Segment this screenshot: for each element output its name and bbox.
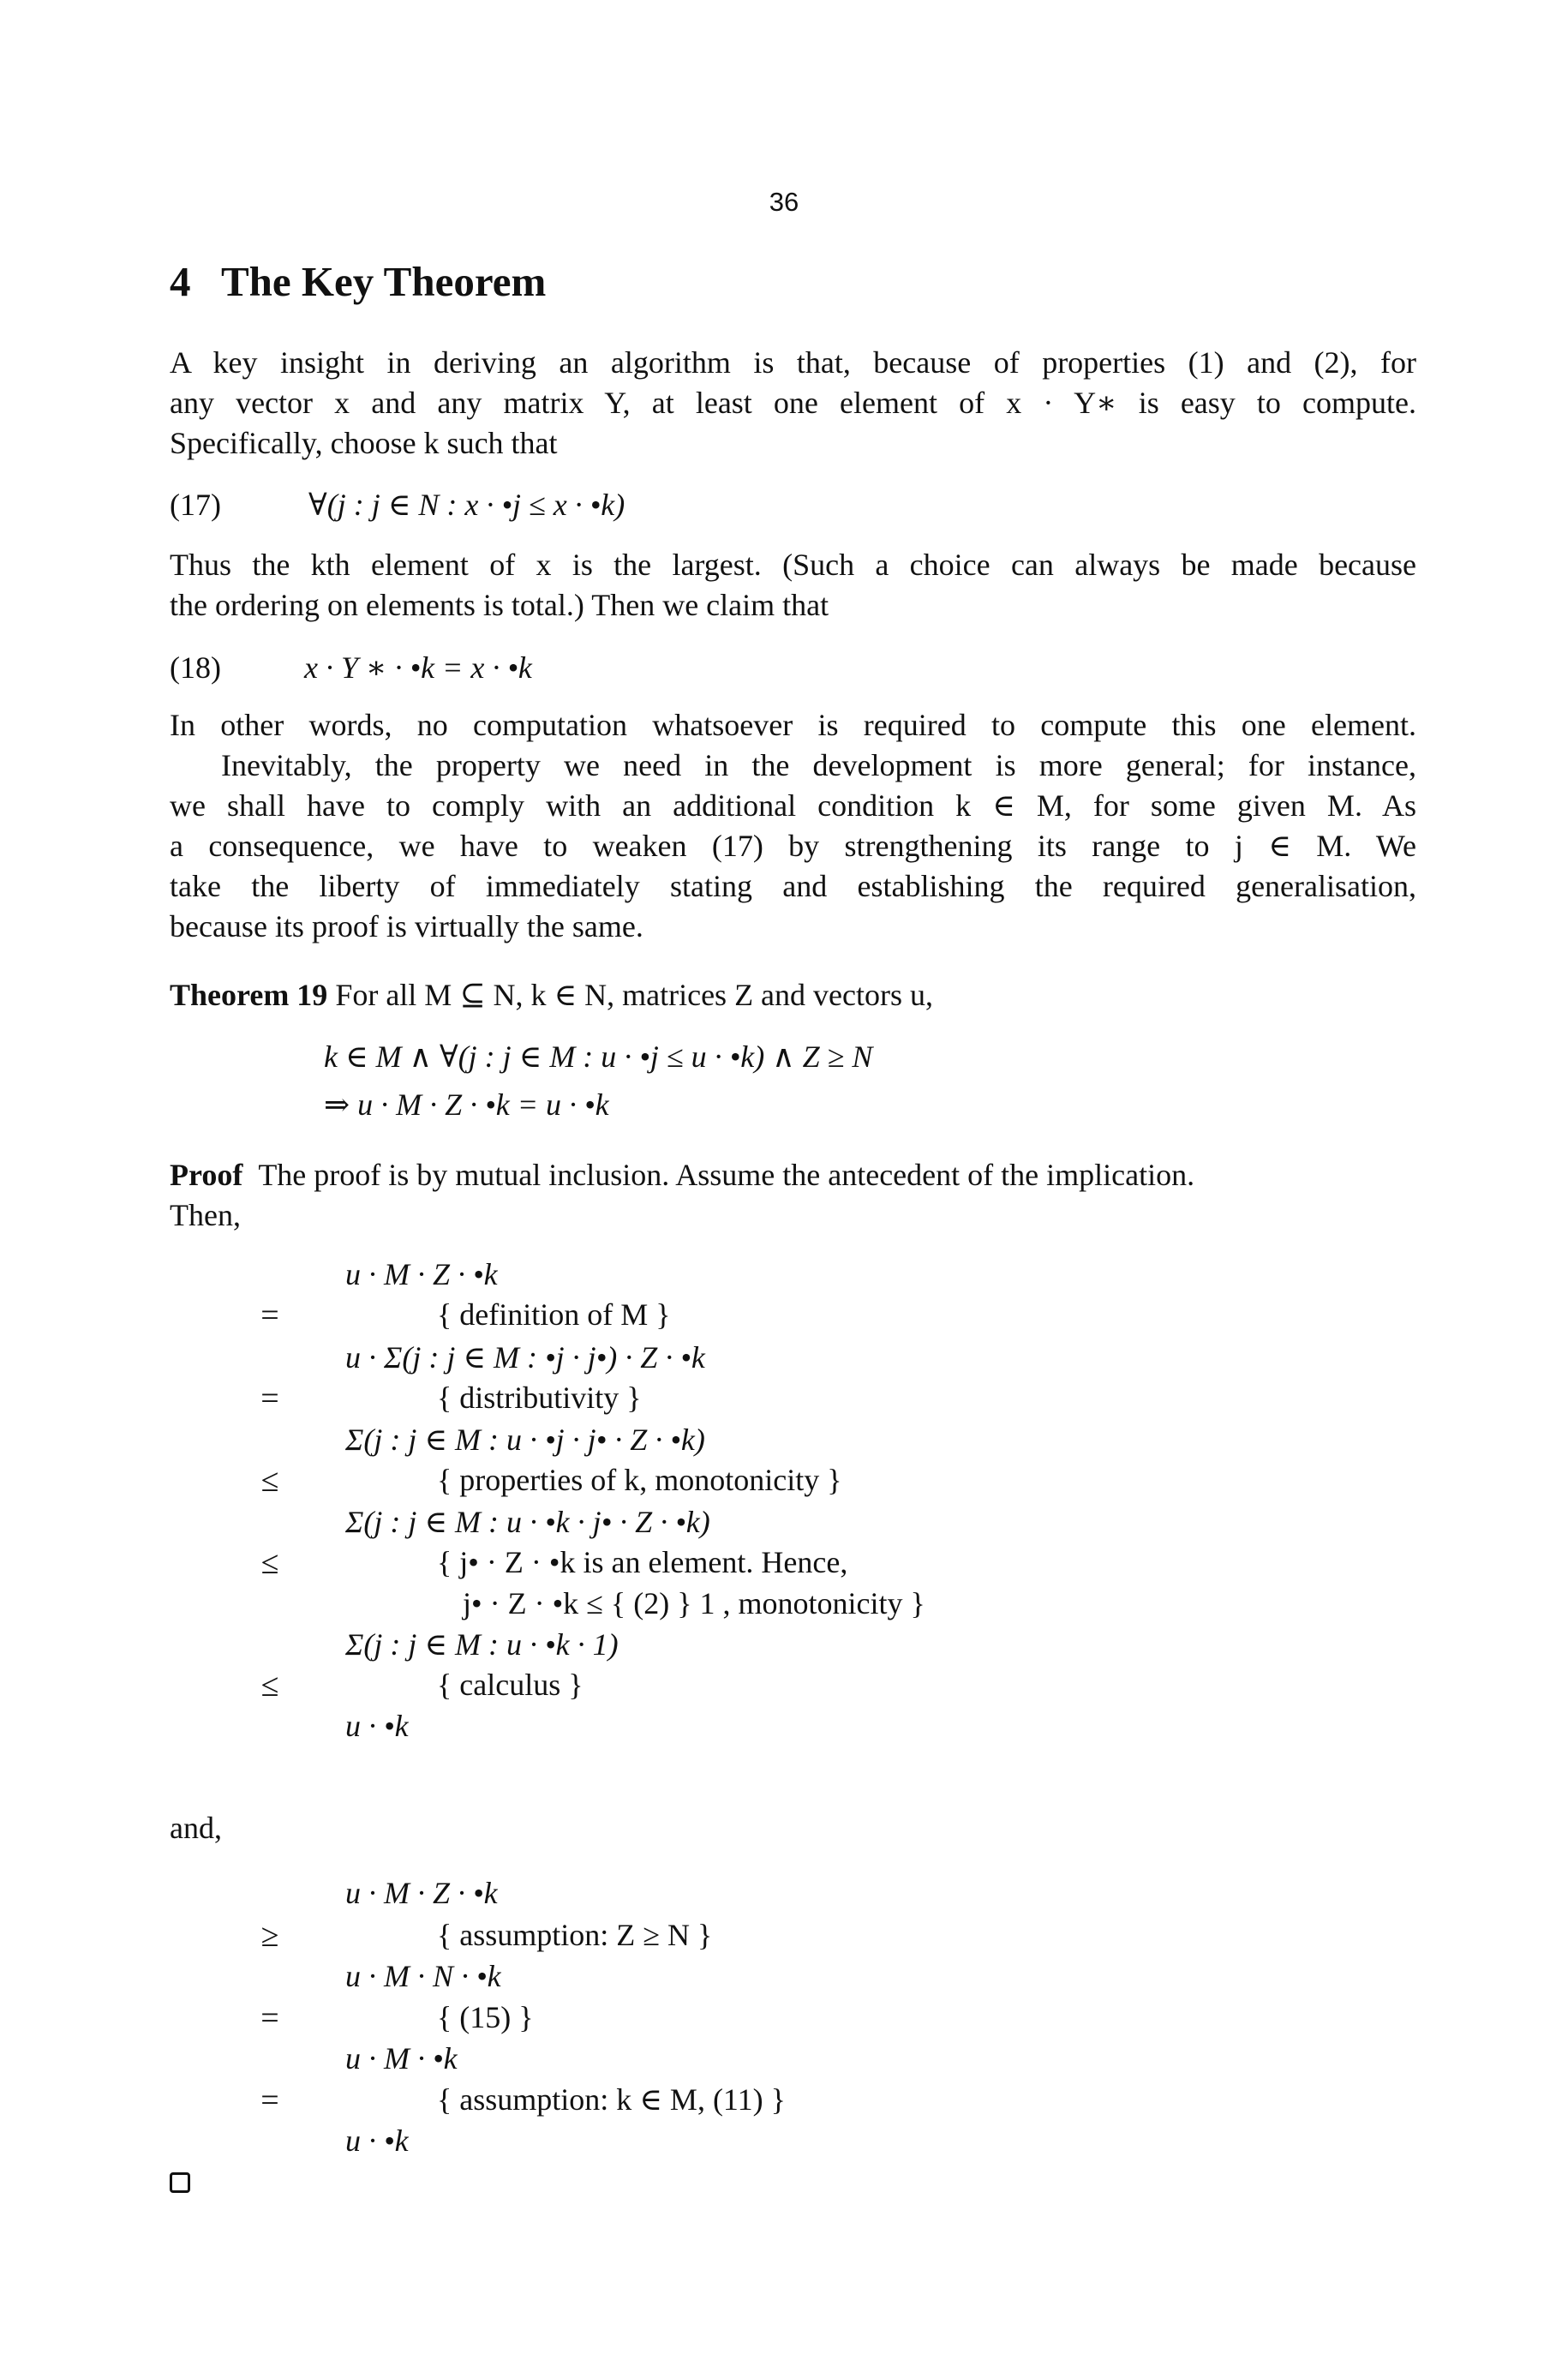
proof-line xyxy=(170,1157,1194,1193)
theorem-formula-line-2: ⇒ u · M · Z · •k = u · •k xyxy=(324,1087,609,1122)
derivation-expr: u · Σ(j : j ∈ M : •j · j•) · Z · •k xyxy=(345,1340,705,1375)
equation-17: ∀(j : j ∈ N : x · •j ≤ x · •k) xyxy=(308,488,625,522)
derivation-expr: u · M · Z · •k xyxy=(345,1876,498,1910)
derivation-expr: u · •k xyxy=(345,1709,409,1743)
equation-17-label: (17) xyxy=(170,488,221,522)
derivation-hint: { distributivity } xyxy=(437,1381,642,1415)
section-heading xyxy=(170,257,546,306)
paragraph-line: Inevitably, the property we need in the development is more general; for instance, xyxy=(221,748,1416,782)
theorem-formula-line-1: k ∈ M ∧ ∀(j : j ∈ M : u · •j ≤ u · •k) ∧ Z ≥ N xyxy=(324,1039,873,1074)
derivation-expr: u · M · Z · •k xyxy=(345,1257,498,1291)
relation-symbol: ≥ xyxy=(260,1918,279,1954)
derivation-hint: { assumption: Z ≥ N } xyxy=(437,1918,713,1952)
relation-symbol: = xyxy=(260,1297,279,1333)
section-title: The Key Theorem xyxy=(221,258,547,305)
theorem-statement-line xyxy=(170,977,933,1013)
relation-symbol: ≤ xyxy=(260,1545,279,1581)
intro-paragraph xyxy=(170,343,1416,464)
derivation-hint: { (15) } xyxy=(437,2000,534,2034)
proof-then: Then, xyxy=(170,1198,241,1232)
derivation-expr: u · •k xyxy=(345,2123,409,2158)
relation-symbol: = xyxy=(260,2082,279,2118)
relation-symbol: ≤ xyxy=(260,1463,279,1499)
derivation-expr: Σ(j : j ∈ M : u · •j · j• · Z · •k) xyxy=(345,1423,705,1457)
derivation-hint-continued: j• · Z · •k ≤ { (2) } 1 , monotonicity } xyxy=(463,1586,925,1620)
derivation-hint: { definition of M } xyxy=(437,1297,671,1332)
derivation-hint: { calculus } xyxy=(437,1668,584,1702)
intro-line: Specifically, choose k such that xyxy=(170,426,558,460)
paragraph-line: In other words, no computation whatsoever is required to compute this one element. xyxy=(170,708,1416,742)
and-label: and, xyxy=(170,1811,222,1845)
derivation-expr: Σ(j : j ∈ M : u · •k · 1) xyxy=(345,1627,619,1662)
paragraph-line: Thus the kth element of x is the largest. (Such a choice can always be made because xyxy=(170,548,1416,582)
derivation-expr: u · M · •k xyxy=(345,2041,458,2076)
paragraph-line: the ordering on elements is total.) Then we claim that xyxy=(170,588,829,622)
theorem-statement: For all M ⊆ N, k ∈ N, matrices Z and vectors u, xyxy=(335,978,933,1012)
paragraph-line: take the liberty of immediately stating and establishing the required generalisation, xyxy=(170,869,1416,903)
intro-line: any vector x and any matrix Y, at least one element of x · Y∗ is easy to compute. xyxy=(170,386,1416,420)
after-17-paragraph xyxy=(170,545,1416,626)
paragraph-line: a consequence, we have to weaken (17) by strengthening its range to j ∈ M. We xyxy=(170,829,1416,863)
derivation-expr: Σ(j : j ∈ M : u · •k · j• · Z · •k) xyxy=(345,1505,710,1539)
derivation-hint: { assumption: k ∈ M, (11) } xyxy=(437,2082,786,2117)
qed-symbol xyxy=(170,2172,190,2193)
relation-symbol: = xyxy=(260,1381,279,1417)
page-number: 36 xyxy=(769,187,799,217)
equation-18-label: (18) xyxy=(170,650,221,685)
proof-label: Proof xyxy=(170,1158,243,1192)
paragraph-line: we shall have to comply with an additional condition k ∈ M, for some given M. As xyxy=(170,788,1416,823)
relation-symbol: ≤ xyxy=(260,1668,279,1704)
equation-18: x · Y ∗ · •k = x · •k xyxy=(304,650,532,685)
section-number: 4 xyxy=(170,258,191,305)
paragraph-line: because its proof is virtually the same. xyxy=(170,909,643,943)
after-18-paragraph xyxy=(170,705,1416,947)
intro-line: A key insight in deriving an algorithm is that, because of properties (1) and (2), for xyxy=(170,345,1416,380)
relation-symbol: = xyxy=(260,2000,279,2036)
theorem-label: Theorem 19 xyxy=(170,978,328,1012)
derivation-hint: { j• · Z · •k is an element. Hence, xyxy=(437,1545,848,1579)
derivation-hint: { properties of k, monotonicity } xyxy=(437,1463,842,1497)
proof-text: The proof is by mutual inclusion. Assume the antecedent of the implication. xyxy=(258,1158,1195,1192)
derivation-expr: u · M · N · •k xyxy=(345,1959,501,1993)
